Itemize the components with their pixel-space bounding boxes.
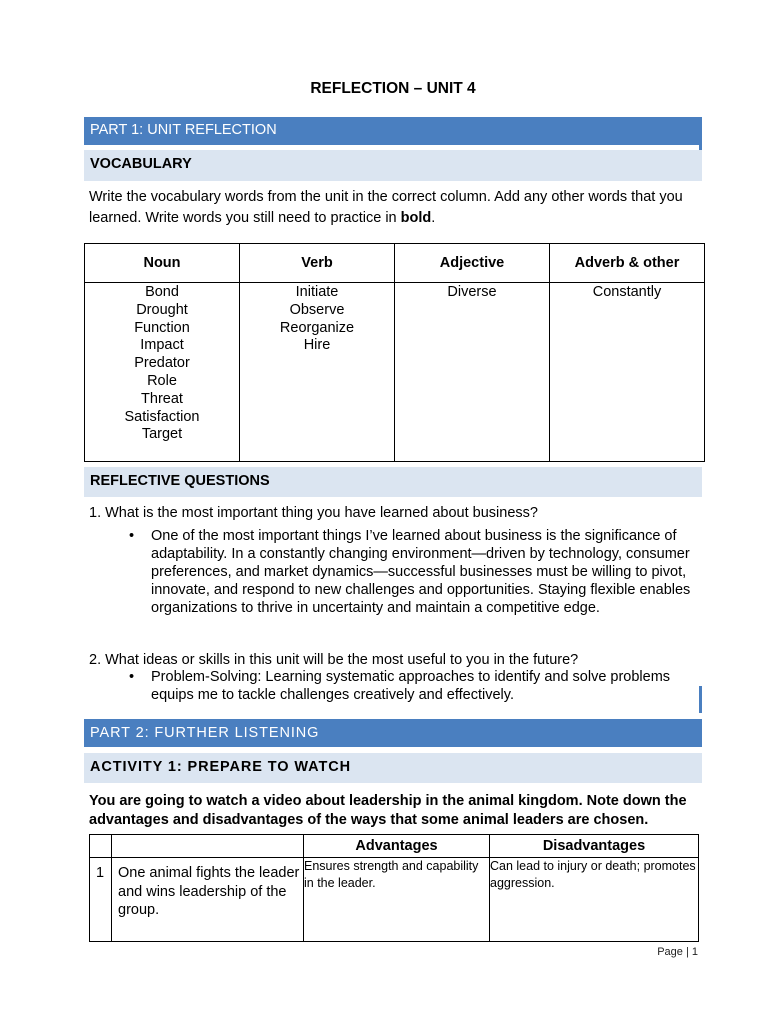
- bar-edge: [699, 117, 702, 150]
- activity-row-1: [90, 858, 699, 942]
- bar-edge: [699, 686, 702, 713]
- page-separator: |: [685, 946, 689, 958]
- instructions-bold-word: bold: [400, 210, 432, 226]
- page-label: Page: [657, 946, 683, 958]
- adjective-cell[interactable]: [395, 283, 550, 462]
- noun-header: Noun: [85, 244, 240, 283]
- verb-cell[interactable]: [240, 283, 395, 462]
- noun-item: Impact: [140, 337, 184, 354]
- reflective-questions-heading: REFLECTIVE QUESTIONS: [84, 467, 702, 497]
- activity-1-heading: ACTIVITY 1: PREPARE TO WATCH: [84, 753, 702, 783]
- adverb-cell[interactable]: [550, 283, 705, 462]
- noun-item: Bond: [145, 284, 179, 300]
- row-number: 1: [90, 858, 112, 942]
- page-number: 1: [691, 946, 698, 958]
- adjective-item: Diverse: [447, 284, 497, 300]
- noun-item: Function: [134, 319, 190, 336]
- vocabulary-heading: VOCABULARY: [84, 150, 702, 181]
- part1-heading: PART 1: UNIT REFLECTION: [84, 117, 702, 145]
- verb-item: Observe: [289, 301, 345, 318]
- disadvantages-header: Disadvantages: [490, 835, 699, 858]
- noun-item: Predator: [134, 355, 190, 372]
- question-2: 2. What ideas or skills in this unit will be the most useful to you in the future?: [89, 652, 579, 668]
- verb-item: Hire: [303, 337, 331, 354]
- activity-instructions: You are going to watch a video about leadership in the animal kingdom. Note down the advantages and disadvantages of the ways that some animal leaders are chosen.: [89, 793, 687, 828]
- activity-header-row: [90, 835, 699, 858]
- adverb-item: Constantly: [592, 284, 662, 300]
- page-title: REFLECTION – UNIT 4: [310, 80, 476, 97]
- noun-cell[interactable]: [85, 283, 240, 462]
- verb-header: Verb: [240, 244, 395, 283]
- verb-item: Reorganize: [279, 319, 355, 336]
- noun-item: Satisfaction: [124, 408, 200, 425]
- vocabulary-table: [84, 243, 705, 462]
- part2-heading: PART 2: FURTHER LISTENING: [84, 719, 702, 747]
- verb-item: Initiate: [295, 284, 339, 300]
- noun-item: Target: [141, 426, 183, 443]
- instructions-text: Write the vocabulary words from the unit in the correct column. Add any other words that you learned. Write words you still need to practice in: [89, 189, 683, 226]
- adverb-header: Adverb & other: [550, 244, 705, 283]
- page-footer: [657, 946, 698, 958]
- blank-header: [112, 835, 304, 858]
- answer-1-text: One of the most important things I’ve learned about business is the significance of adaptability. In a constantly changing environment—driven by technology, consumer preferences, and market dynamics—successful businesses must be willing to pivot, innovate, and respond to new challenges and opportunities. Staying flexible enables organizations to thrive in uncertainty and maintain a competitive edge.: [151, 528, 691, 616]
- noun-item: Drought: [136, 301, 188, 318]
- vocabulary-body-row: [85, 283, 705, 462]
- blank-header: [90, 835, 112, 858]
- noun-item: Threat: [141, 390, 183, 407]
- bullet-icon: •: [129, 669, 135, 685]
- advantages-cell[interactable]: Ensures strength and capability in the leader.: [304, 858, 490, 942]
- noun-item: Role: [147, 372, 177, 389]
- adjective-header: Adjective: [395, 244, 550, 283]
- vocabulary-header-row: [85, 244, 705, 283]
- vocabulary-instructions: [89, 187, 699, 229]
- instructions-end: .: [431, 210, 436, 226]
- advantages-header: Advantages: [304, 835, 490, 858]
- activity-table: [89, 834, 699, 942]
- leader-method: One animal fights the leader and wins leadership of the group.: [112, 858, 304, 942]
- answer-2-text: Problem-Solving: Learning systematic approaches to identify and solve problems equips me to tackle challenges creatively and effectively.: [151, 669, 671, 703]
- question-1: 1. What is the most important thing you have learned about business?: [89, 505, 538, 521]
- disadvantages-cell[interactable]: Can lead to injury or death; promotes aggression.: [490, 858, 699, 942]
- bullet-icon: •: [129, 528, 135, 544]
